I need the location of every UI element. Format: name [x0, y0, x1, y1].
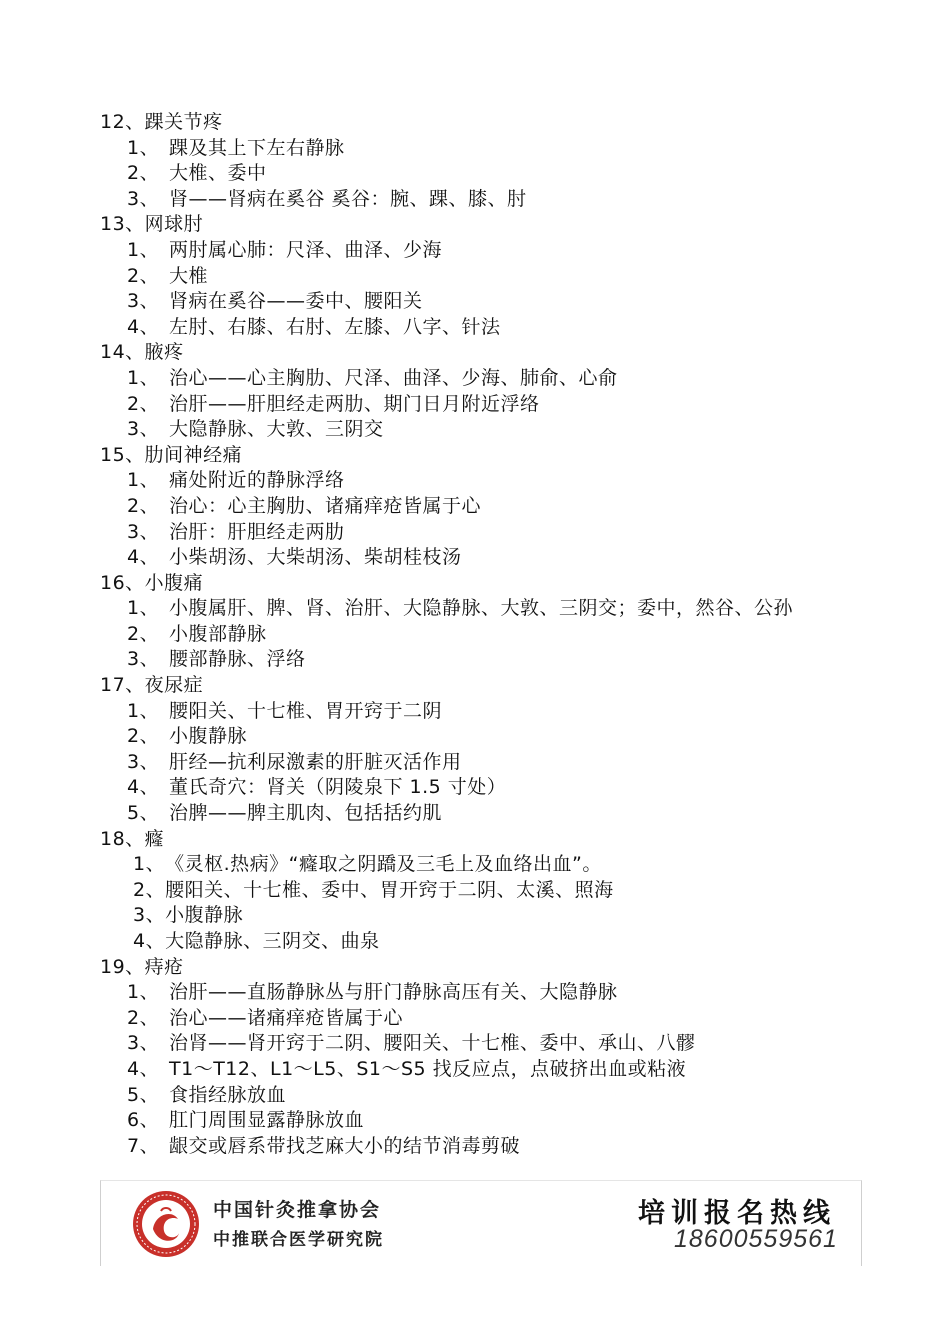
list-item-number: 1、 [127, 981, 160, 1004]
list-item [100, 366, 900, 392]
list-item-number: 3、 [127, 418, 160, 441]
list-item-text: 治心——诸痛痒疮皆属于心 [169, 1006, 404, 1029]
list-item [100, 392, 900, 418]
list-item-text: 治肾——肾开窍于二阴、腰阳关、十七椎、委中、承山、八髎 [169, 1032, 696, 1055]
list-item-text: 治肝：肝胆经走两肋 [169, 520, 345, 543]
list-item [100, 545, 900, 571]
list-item [100, 801, 900, 827]
list-item-text: 大隐静脉、三阴交、曲泉 [165, 930, 380, 952]
section-title: 16、小腹痛 [100, 571, 204, 594]
list-item [100, 852, 900, 878]
list-item [100, 1108, 900, 1134]
list-item-number: 3、 [127, 648, 160, 671]
list-item-number: 2、 [127, 494, 160, 517]
list-item [100, 775, 900, 801]
section-title: 15、肋间神经痛 [100, 443, 243, 466]
list-item-number: 2、 [133, 878, 166, 901]
list-item [100, 520, 900, 546]
list-item-number: 1、 [127, 238, 160, 261]
list-item [100, 647, 900, 673]
list-item [100, 136, 900, 162]
list-item [100, 750, 900, 776]
list-item-text: 治心——心主胸肋、尺泽、曲泽、少海、肺俞、心俞 [169, 366, 618, 389]
org-name-primary: 中国针灸推拿协会 [213, 1199, 382, 1221]
list-item-number: 3、 [127, 187, 160, 210]
hotline-phone: 18600559561 [674, 1225, 838, 1253]
list-item-text: 小腹静脉 [165, 904, 244, 927]
list-item-number: 1、 [127, 136, 160, 159]
list-item-text: 腰部静脉、浮络 [169, 648, 306, 671]
list-item-text: 肛门周围显露静脉放血 [169, 1109, 365, 1132]
list-item-text: 治脾——脾主肌肉、包括括约肌 [169, 802, 443, 825]
list-item [100, 494, 900, 520]
section-title: 17、夜尿症 [100, 674, 204, 697]
list-item [100, 1031, 900, 1057]
list-item-number: 4、 [127, 315, 160, 338]
list-item-text: 治肝——肝胆经走两肋、期门日月附近浮络 [169, 392, 540, 415]
list-item [100, 1057, 900, 1083]
list-item [100, 238, 900, 264]
list-item [100, 622, 900, 648]
list-item-text: 肝经—抗利尿激素的肝脏灭活作用 [169, 750, 462, 773]
list-item-text: 小腹静脉 [169, 725, 248, 748]
list-item-text: 两肘属心肺：尺泽、曲泽、少海 [169, 238, 443, 261]
list-item-text: 董氏奇穴：肾关（阴陵泉下 1.5 寸处） [169, 776, 507, 799]
list-item-number: 2、 [127, 725, 160, 748]
list-item-text: 肾——肾病在奚谷 奚谷：腕、踝、膝、肘 [169, 187, 527, 210]
list-item-number: 2、 [127, 162, 160, 185]
list-item-text: 治肝——直肠静脉丛与肝门静脉高压有关、大隐静脉 [169, 981, 618, 1004]
list-item-text: 肾病在奚谷——委中、腰阳关 [169, 290, 423, 313]
list-item [100, 315, 900, 341]
section-title: 12、踝关节疼 [100, 111, 223, 133]
document-body [100, 110, 900, 1159]
list-item-number: 2、 [127, 622, 160, 645]
list-item [100, 161, 900, 187]
list-item-number: 3、 [133, 904, 166, 927]
list-item-number: 2、 [127, 1006, 160, 1029]
list-item [100, 468, 900, 494]
list-item [100, 699, 900, 725]
list-item-number: 2、 [127, 392, 160, 415]
list-item-number: 4、 [127, 546, 160, 569]
list-item [100, 903, 900, 929]
list-item-number: 3、 [127, 520, 160, 543]
list-item-text: 治心：心主胸肋、诸痛痒疮皆属于心 [169, 494, 482, 517]
list-item-number: 5、 [127, 1083, 160, 1106]
list-item [100, 878, 900, 904]
list-item-number: 1、 [127, 699, 160, 722]
list-item-number: 6、 [127, 1109, 160, 1132]
list-item-text: 痛处附近的静脉浮络 [169, 469, 345, 492]
list-item [100, 724, 900, 750]
list-item-text: 小腹部静脉 [169, 622, 267, 645]
list-item-number: 1、 [127, 597, 160, 620]
list-item-text: 小柴胡汤、大柴胡汤、柴胡桂枝汤 [169, 546, 462, 569]
list-item [100, 1083, 900, 1109]
section-title: 18、癃 [100, 827, 165, 850]
list-item-number: 4、 [127, 776, 160, 799]
list-item [100, 929, 900, 955]
section-title: 13、网球肘 [100, 213, 204, 236]
association-seal-icon [131, 1189, 201, 1259]
footer-banner [100, 1180, 862, 1266]
list-item-number: 3、 [127, 750, 160, 773]
list-item-number: 4、 [127, 1057, 160, 1080]
list-item-text: 《灵枢.热病》“癃取之阴蹻及三毛上及血络出血”。 [165, 853, 602, 876]
list-item-number: 4、 [133, 930, 166, 952]
list-item [100, 187, 900, 213]
list-item-number: 3、 [127, 290, 160, 313]
list-item [100, 980, 900, 1006]
list-item [100, 1006, 900, 1032]
list-item-text: T1～T12、L1～L5、S1～S5 找反应点，点破挤出血或粘液 [169, 1057, 687, 1080]
list-item-number: 1、 [127, 469, 160, 492]
list-item [100, 1134, 900, 1160]
list-item-text: 腰阳关、十七椎、委中、胃开窍于二阴、太溪、照海 [165, 878, 614, 901]
list-item-number: 1、 [133, 853, 166, 876]
list-item-number: 1、 [127, 366, 160, 389]
list-item-text: 食指经脉放血 [169, 1083, 287, 1106]
list-item-text: 龈交或唇系带找芝麻大小的结节消毒剪破 [169, 1134, 521, 1157]
list-item-text: 大隐静脉、大敦、三阴交 [169, 418, 384, 441]
list-item [100, 596, 900, 622]
hotline-label: 培训报名热线 [638, 1198, 836, 1229]
section-title: 19、痔疮 [100, 955, 184, 978]
list-item [100, 264, 900, 290]
org-name-secondary: 中推联合医学研究院 [213, 1230, 384, 1250]
list-item-text: 大椎 [169, 264, 209, 287]
list-item-number: 3、 [127, 1032, 160, 1055]
list-item-text: 大椎、委中 [169, 162, 267, 185]
list-item-number: 2、 [127, 264, 160, 287]
list-item [100, 289, 900, 315]
list-item-number: 5、 [127, 802, 160, 825]
list-item-number: 7、 [127, 1134, 160, 1157]
list-item-text: 踝及其上下左右静脉 [169, 136, 345, 159]
list-item [100, 417, 900, 443]
section-title: 14、腋疼 [100, 341, 184, 364]
list-item-text: 小腹属肝、脾、肾、治肝、大隐静脉、大敦、三阴交；委中，然谷、公孙 [169, 597, 794, 620]
list-item-text: 左肘、右膝、右肘、左膝、八字、针法 [169, 315, 501, 338]
list-item-text: 腰阳关、十七椎、胃开窍于二阴 [169, 699, 443, 722]
